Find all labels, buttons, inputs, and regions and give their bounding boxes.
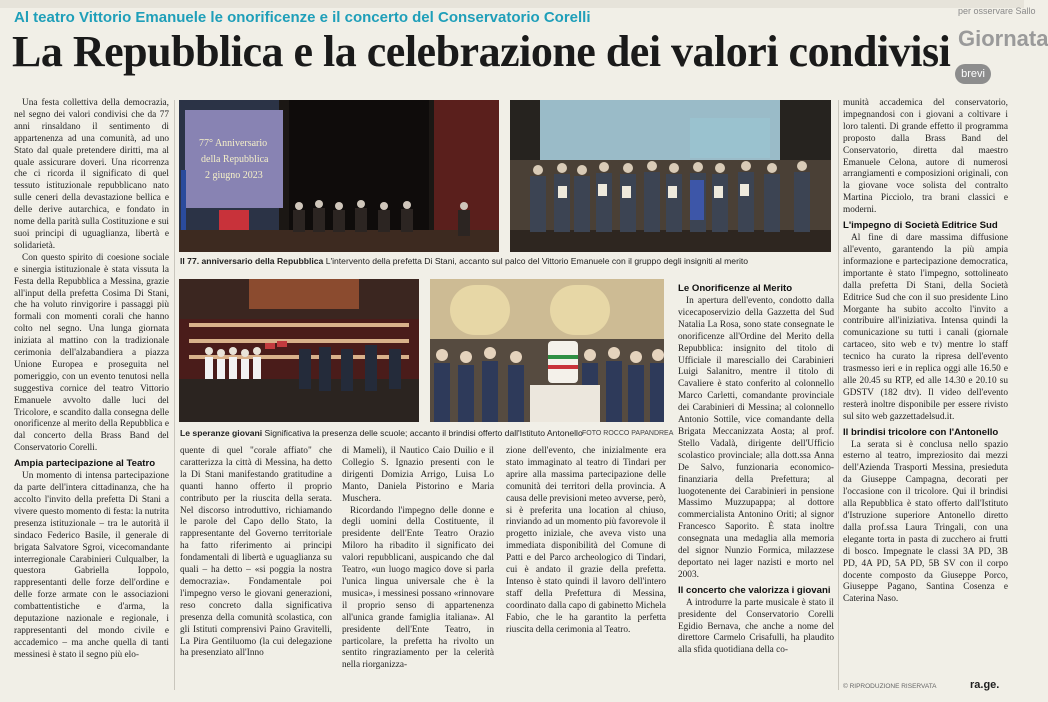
- banner-line-3: 2 giugno 2023: [205, 170, 263, 181]
- col1-para-1: Una festa collettiva della democrazia, nel segno dei valori condivisi che da 77 anni rinsaldano il sentimento di appartenenza ad una comunità, ad uno Stato dal quale pretendere diritti, ma al quale assicurare doveri. Una ricorrenza che ci ricorda il significato di quel tessuto istituzionale repubblicano nato sulle ceneri della devastazione bellica e delle derive autarchica, e fondato in nome della parità sulla Costituzione e sui suoi principi di uguaglianza, libertà e solidarietà.: [14, 98, 169, 251]
- caption-1-text: L'intervento della prefetta Di Stani, accanto sul palco del Vittorio Emanuele con il gruppo degli insigniti al merito: [325, 256, 749, 266]
- top-strip: [0, 0, 1024, 8]
- col3-para-1: di Mameli), il Nautico Caio Duilio e il Collegio S. Ignazio presenti con le dirigenti Domizia Arrigo, Luisa Lo Manto, Daniela Pistorino e Maria Muschera.: [342, 446, 494, 504]
- stage-orchestra-image: [179, 100, 499, 252]
- caption-2: [180, 428, 583, 439]
- adjacent-top-text: per osservare Sallo: [958, 6, 1036, 16]
- students-theatre-image: [179, 279, 419, 422]
- caption-2-text: Significativa la presenza delle scuole; accanto il brindisi offerto dall'Istituto Antonello: [264, 428, 583, 438]
- photo-credit: FOTO ROCCO PAPANDREA: [582, 430, 674, 437]
- banner-line-2: della Repubblica: [201, 154, 269, 165]
- caption-1-bold: Il 77. anniversario della Repubblica: [180, 256, 324, 266]
- column-4: [506, 446, 666, 690]
- adjacent-word: Giornata: [958, 26, 1048, 51]
- toast-cake-image: [430, 279, 664, 422]
- col1-para-2: Con questo spirito di coesione sociale e sinergia istituzionale è stata vissuta la Festa della Repubblica a Messina, grazie all'input della prefetta Cosima Di Stani, che ha voluto rinvigorire i passaggi più formali con momenti corali che hanno colto nel segno. Una lunga giornata iniziata al mattino con la tradizionale cerimonia dell'alzabandiera a piazza Unione Europea e proseguita nel pomeriggio, con un evento tenutosi nella suggestiva cornice del teatro Vittorio Emanuele avvolto dalle luci del Tricolore, e scandito dalla consegna delle onorificenze al merito della Repubblica e dal concerto della Brass Band del Conservatorio Corelli.: [14, 252, 169, 454]
- col5-subheading-2: Il concerto che valorizza i giovani: [678, 584, 831, 596]
- photo-toast-cake: [430, 279, 664, 422]
- column-rule-1: [174, 100, 175, 690]
- honorees-image: [510, 100, 831, 252]
- col6-para-2: Al fine di dare massima diffusione all'evento, garantendo la più ampia informazione e partecipazione democratica, importante è stato l'impegno, sottolineato dalla prefetta Di Stani, della Società Editrice Sud che con il suo presidente Lino Morgante ha subito accolto l'invito a contribuire all'iniziativa. Intensa quindi la comunicazione su tutti i canali (giornale cartaceo, sito web e tv) mentre lo staff tecnico ha curato la ripresa dell'evento trasmesso ieri e in replica oggi alle 16.50 e alle 20.45 su RTP, ed alle 14.30 e 20.10 su GDSTV (182 dtv). Il video dell'evento resterà inoltre disponibile per essere rivisto sul sito web gazzettadelsud.it.: [843, 233, 1008, 422]
- col6-subheading-1: L'impegno di Società Editrice Sud: [843, 220, 998, 232]
- col6-para-3: La serata si è conclusa nello spazio esterno al teatro, impreziosito dai mezzi dell'Azienda Trasporti Messina, presieduta da Giuseppe Campagna, decorati per l'occasione con il tricolore. Qui il brindisi alla Repubblica è stato offerto dall'Istituto d'Istruzione superiore Antonello diretto dalla prof.ssa Laura Tringali, con una elegante torta in pasta di zucchero ai frutti di bosco. Impegnate le classi 3A PD, 3B PD, 4A PD, 5A PD, 5B SV con il corpo docente composto da Giuseppe Porco, Giuseppe Pagano, Santina Cosenza e Caterina Naso.: [843, 439, 1008, 605]
- article-headline: La Repubblica e la celebrazione dei valori condivisi: [12, 27, 951, 76]
- reproduction-notice: © RIPRODUZIONE RISERVATA: [843, 683, 937, 690]
- col6-para-1: munità accademica del conservatorio, impegnandosi con i giovani a coltivare i loro talenti. Di grande effetto il programma proposto dalla Brass Band del Conservatorio, diretta dal maestro Emanuele Celona, autore di numerosi arrangiamenti e composizioni originali, con la giovane voce solista del contralto Martina Picciolo, tra brani classici e moderni.: [843, 98, 1008, 216]
- photo-stage-orchestra: [179, 100, 499, 252]
- col4-para-1: zione dell'evento, che inizialmente era stato immaginato al teatro di Tindari per aprire alla massima partecipazione delle comunità dei territori della provincia. A causa delle previsioni meteo avverse, però, si è preferita una location al chiuso, rinviando ad un momento più favorevole il progetto iniziale, che aveva visto una immediata disponibilità del Comune di Patti e del Parco archeologico di Tindari, cui è andato il grazie della prefetta. Intenso è stato quindi il lavoro dell'intero staff della Prefettura di Messina, coordinato dalla capo di gabinetto Michela Fabio, che le ha garantito la perfetta riuscita della cerimonia al Teatro.: [506, 446, 666, 635]
- caption-2-bold: Le speranze giovani: [180, 428, 263, 438]
- column-3: [342, 446, 494, 690]
- author-signature: ra.ge.: [970, 679, 1000, 691]
- column-5: [678, 283, 834, 690]
- col3-para-2: Ricordando l'impegno delle donne e degli uomini della Costituente, il presidente dell'Ente Teatro Orazio Miloro ha ribadito il significato dei valori repubblicani, auspicando che dal Teatro, «un luogo magico dove si parla l'unica lingua universale che è la musica», i messinesi possano «rinnovare il proprio senso di appartenenza all'unica grande famiglia italiana». Al presidente dell'Ente Teatro, in particolare, la prefetta ha rivolto un sentito ringraziamento per la celerità nella riorganizza-: [342, 505, 494, 671]
- column-2: [180, 446, 332, 690]
- column-6: [843, 98, 1008, 678]
- banner-line-1: 77° Anniversario: [199, 138, 268, 149]
- adjacent-article-bleed: [952, 0, 1048, 100]
- col6-subheading-2: Il brindisi tricolore con l'Antonello: [843, 426, 999, 438]
- brief-badge: brevi: [955, 64, 991, 84]
- col2-para-1: quente di quel "corale affiato" che caratterizza la città di Messina, ha detto la Di Stani manifestando gratitudine a quanti hanno offerto il proprio contributo per la riuscita della serata. Nel discorso introduttivo, richiamando le parole del Capo dello Stato, la rappresentante del Governo territoriale ha fatto riferimento ai principi fondamentali di libertà e uguaglianza su quali – ha detto – «si poggia la nostra democrazia». Fondamentale poi l'impegno verso le giovani generazioni, reso concreto dalla significativa presenza della comunità scolastica, con gli Istituti comprensivi Paino Gravitelli, La Pira Gentiluomo (la cui delegazione ha presenziato all'Inno: [180, 446, 332, 659]
- photo-honorees: [510, 100, 831, 252]
- col5-para-1: In apertura dell'evento, condotto dalla vicecaposervizio della Gazzetta del Sud Natalia La Rosa, sono state consegnate le onorificenze all'Ordine del Merito della Repubblica: insignito del titolo di Ufficiale il maresciallo dei Carabinieri Luigi Salanitro, mentre il titolo di Cavaliere è stato conferito al colonnello Marco Carletti, comandante provinciale dei Carabinieri di Messina; al colonnello Antonio Sottile, vice comandante della Brigata Meccanizzata Aosta; al prof. Stello Vadalà, dirigente dell'Ufficio scolastico provinciale; alla dott.ssa Anna De Salvo, funzionaria economico-finanziaria della Prefettura; al luogotenente dei Carabinieri in pensione Massimo Muzzupappa; al dottore commercialista Antonino Oriti; al signor Francesco Saporito. È stata inoltre consegnata una medaglia alla memoria del signor Nunzio Formica, milazzese deportato nei lager nazisti e morto nel 2003.: [678, 296, 834, 580]
- caption-1: [180, 256, 830, 267]
- column-rule-2: [838, 100, 839, 690]
- col5-para-2: A introdurre la parte musicale è stato il presidente del Conservatorio Corelli Egidio Bernava, che anche a nome del direttore Carmelo Crisafulli, ha plaudito alla sfida quotidiana della co-: [678, 597, 834, 656]
- col1-subheading: Ampia partecipazione al Teatro: [14, 458, 156, 470]
- article-kicker: Al teatro Vittorio Emanuele le onorificenze e il concerto del Conservatorio Corelli: [14, 9, 591, 26]
- col1-para-3: Un momento di intensa partecipazione da parte dell'intera cittadinanza, che ha accolto l'invito della prefetta Di Stani a vivere questo momento di festa: la nutrita presenza istituzionale – tra le autorità il sindaco Federico Basile, il generale di brigata Salvatore Sgroi, vicecomandante interregionale Carabinieri Culqualber, la questora Gabriella Ioppolo, rappresentanti delle forze dell'ordine e delle forze armate con le associazioni combattentistiche e d'arma, la deputazione nazionale e regionale, i rappresentanti del mondo civile e accademico – ma anche quella di tanti messinesi è stato il segno più elo-: [14, 471, 169, 660]
- column-1: [14, 98, 169, 690]
- col5-subheading-1: Le Onorificenze al Merito: [678, 283, 793, 294]
- photo-students-theatre: [179, 279, 419, 422]
